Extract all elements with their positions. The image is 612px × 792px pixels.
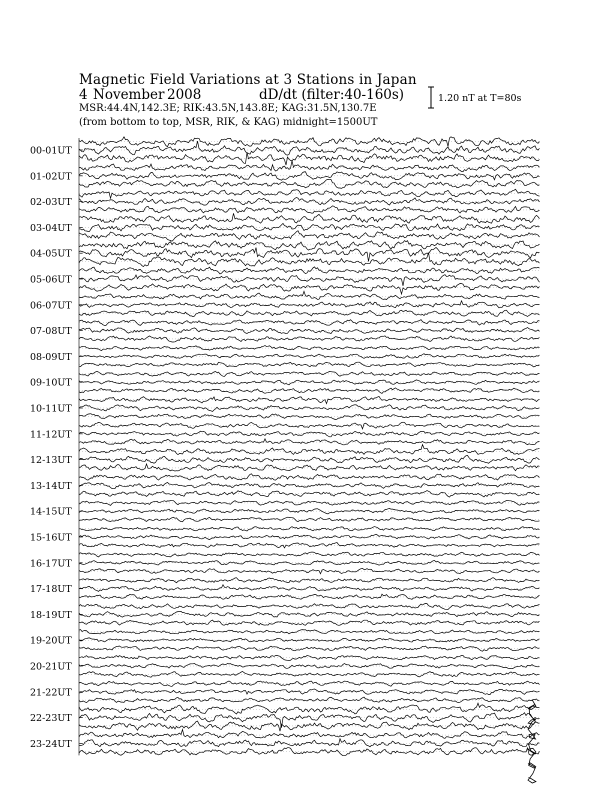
row-label: 17-18UT bbox=[30, 584, 72, 596]
trace-kag bbox=[79, 346, 540, 351]
trace-msr bbox=[79, 646, 540, 651]
row-label: 16-17UT bbox=[30, 558, 72, 570]
trace-msr bbox=[79, 284, 540, 295]
trace-rik bbox=[79, 275, 540, 286]
trace-rik bbox=[79, 354, 540, 359]
chart-title: Magnetic Field Variations at 3 Stations in Japan bbox=[79, 72, 417, 88]
row-label: 03-04UT bbox=[30, 222, 72, 234]
trace-kag bbox=[79, 445, 540, 455]
trace-kag bbox=[79, 604, 540, 610]
trace-rik bbox=[79, 141, 540, 155]
row-label: 05-06UT bbox=[30, 274, 72, 286]
trace-kag bbox=[79, 267, 540, 274]
row-label: 09-10UT bbox=[30, 377, 72, 389]
trace-msr bbox=[79, 231, 540, 242]
row-label: 20-21UT bbox=[30, 661, 72, 673]
trace-kag bbox=[79, 730, 540, 739]
row-label: 10-11UT bbox=[30, 403, 72, 415]
trace-rik bbox=[79, 301, 540, 308]
quantity-filter-label: dD/dt (filter:40-160s) bbox=[259, 87, 405, 103]
row-label: 08-09UT bbox=[30, 351, 72, 363]
trace-msr bbox=[79, 253, 540, 267]
trace-kag bbox=[79, 213, 540, 223]
row-label: 00-01UT bbox=[30, 145, 72, 157]
station-coordinates: MSR:44.4N,142.3E; RIK:43.5N,143.8E; KAG:31.5N,130.7E bbox=[79, 103, 377, 114]
trace-msr bbox=[79, 414, 540, 420]
trace-rik bbox=[79, 638, 540, 642]
trace-rik bbox=[79, 585, 540, 592]
row-label: 07-08UT bbox=[30, 326, 72, 338]
trace-rik bbox=[79, 198, 540, 206]
row-label: 14-15UT bbox=[30, 506, 72, 518]
row-label: 21-22UT bbox=[30, 687, 72, 699]
trace-rik bbox=[79, 455, 540, 463]
trace-kag bbox=[79, 703, 540, 714]
row-label: 13-14UT bbox=[30, 480, 72, 492]
row-label: 11-12UT bbox=[30, 429, 72, 441]
trace-msr bbox=[79, 543, 540, 548]
trace-kag bbox=[79, 189, 540, 198]
trace-rik bbox=[79, 431, 540, 437]
trace-excursion bbox=[528, 700, 536, 783]
station-order-note: (from bottom to top, MSR, RIK, & KAG) midnight=1500UT bbox=[79, 117, 378, 128]
trace-rik bbox=[79, 509, 540, 514]
trace-msr bbox=[79, 594, 540, 599]
row-label: 15-16UT bbox=[30, 532, 72, 544]
trace-rik bbox=[79, 611, 540, 617]
date-day: 4 bbox=[79, 87, 88, 103]
trace-msr bbox=[79, 439, 540, 445]
trace-rik bbox=[79, 482, 540, 488]
scale-label: 1.20 nT at T=80s bbox=[438, 93, 522, 104]
row-label: 01-02UT bbox=[30, 171, 72, 183]
trace-rik bbox=[79, 405, 540, 412]
row-label: 06-07UT bbox=[30, 300, 72, 312]
row-label: 04-05UT bbox=[30, 248, 72, 260]
trace-kag bbox=[79, 291, 540, 299]
row-label: 22-23UT bbox=[30, 713, 72, 725]
row-label: 23-24UT bbox=[30, 738, 72, 750]
trace-msr bbox=[79, 206, 540, 213]
trace-kag bbox=[79, 396, 540, 403]
row-label: 18-19UT bbox=[30, 609, 72, 621]
trace-msr bbox=[79, 464, 540, 471]
trace-rik bbox=[79, 713, 540, 728]
trace-kag bbox=[79, 161, 540, 172]
trace-msr bbox=[79, 568, 540, 573]
row-label: 02-03UT bbox=[30, 197, 72, 209]
trace-msr bbox=[79, 310, 540, 316]
date-month: November bbox=[93, 87, 165, 103]
row-label: 19-20UT bbox=[30, 635, 72, 647]
row-label: 12-13UT bbox=[30, 455, 72, 467]
trace-kag bbox=[79, 241, 540, 251]
trace-msr bbox=[79, 721, 540, 731]
trace-msr bbox=[79, 153, 540, 166]
date-year: 2008 bbox=[167, 87, 202, 103]
trace-kag bbox=[79, 320, 540, 326]
trace-msr bbox=[79, 697, 540, 703]
trace-msr bbox=[79, 179, 540, 188]
trace-rik bbox=[79, 739, 540, 747]
